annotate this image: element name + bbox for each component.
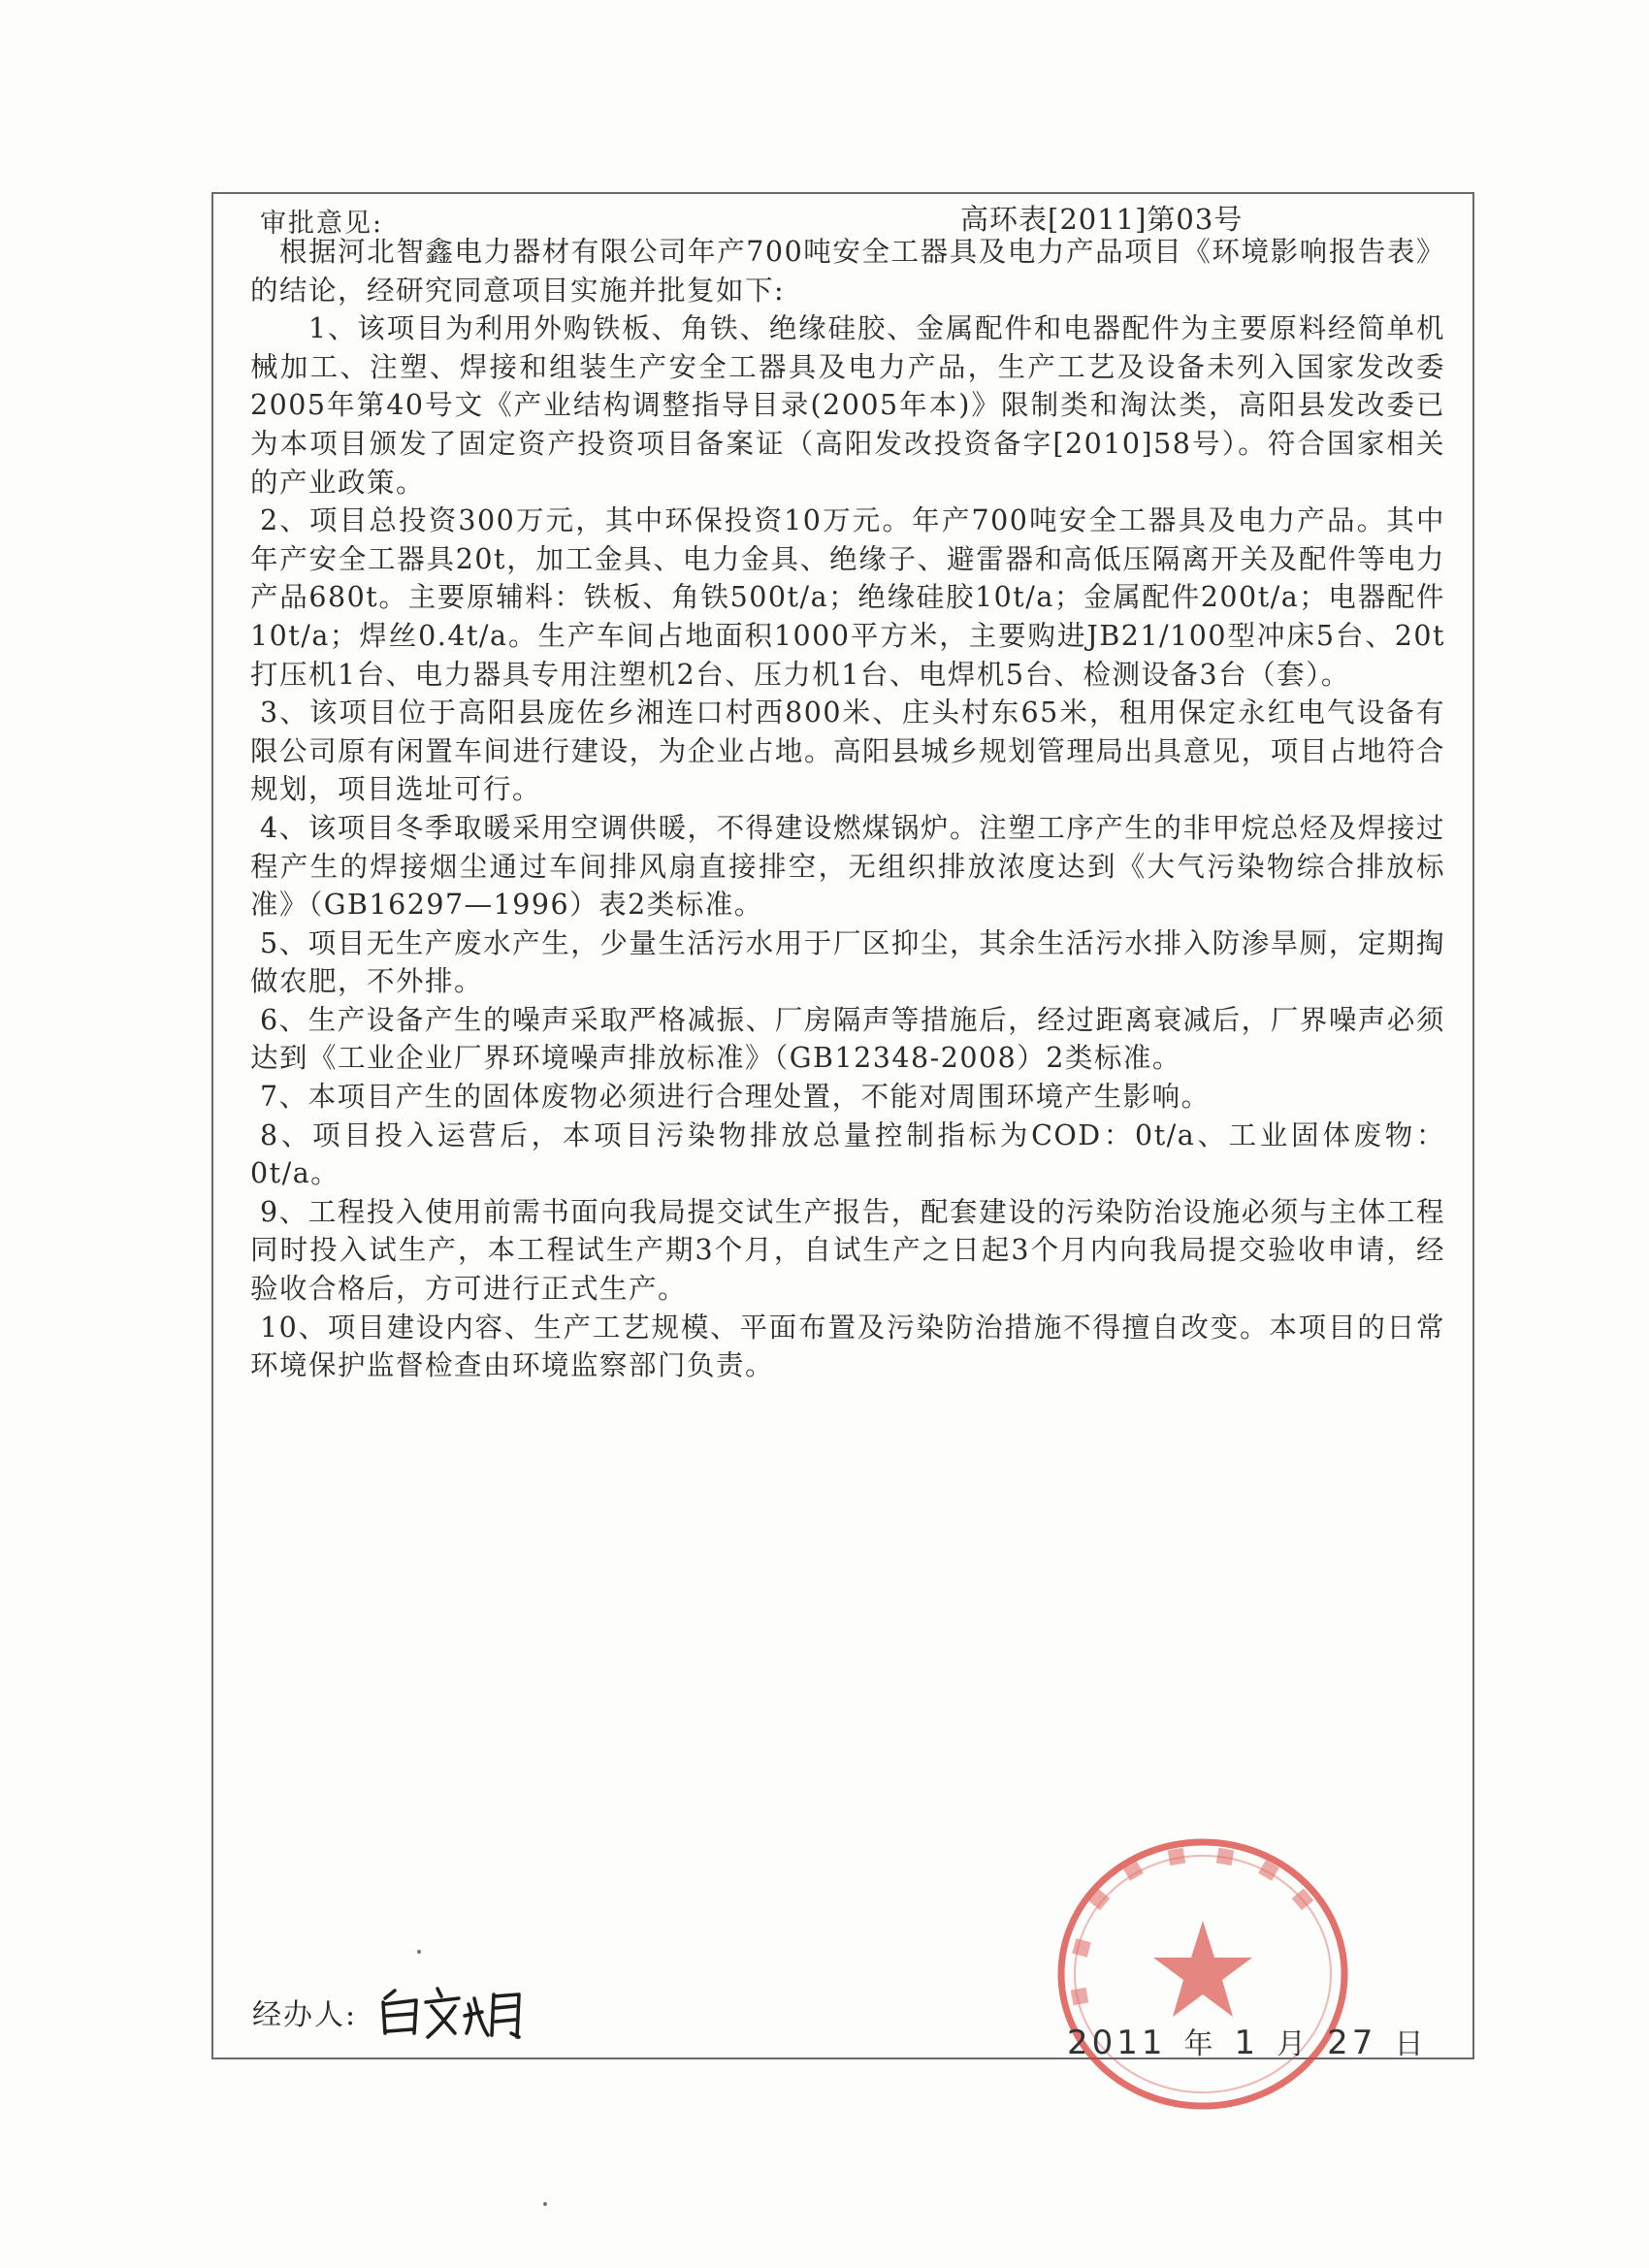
approval-form-box [211,192,1474,2062]
approval-item-6: 6、生产设备产生的噪声采取严格减振、厂房隔声等措施后，经过距离衰减后，厂界噪声必须达到《工业企业厂界环境噪声排放标准》（GB12348-2008）2类标准。 [250,1003,1445,1075]
approval-item-8: 8、项目投入运营后，本项目污染物排放总量控制指标为COD：0t/a、工业固体废物：0t/a。 [250,1118,1445,1190]
scan-speck [543,2202,547,2206]
approval-item-9: 9、工程投入使用前需书面向我局提交试生产报告，配套建设的污染防治设施必须与主体工程同时投入试生产，本工程试生产期3个月，自试生产之日起3个月内向我局提交验收申请，经验收合格后，方可进行正式生产。 [250,1195,1445,1306]
approval-item-7: 7、本项目产生的固体废物必须进行合理处置，不能对周围环境产生影响。 [260,1081,1211,1114]
approval-opinion-label: 审批意见: [260,209,384,239]
date-year: 2011 [1067,2024,1167,2062]
approval-item-5: 5、项目无生产废水产生，少量生活污水用于厂区抑尘，其余生活污水排入防渗旱厕，定期掏做农肥，不外排。 [250,926,1445,998]
date-day-unit: 日 [1394,2027,1428,2061]
approval-item-2: 2、项目总投资300万元，其中环保投资10万元。年产700吨安全工器具及电力产品。其中年产安全工器具20t，加工金具、电力金具、绝缘子、避雷器和高低压隔离开关及配件等电力产品680t。主要原辅料：铁板、角铁500t/a；绝缘硅胶10t/a；金属配件200t/a；电器配件10t/a；焊丝0.4t/a。生产车间占地面积1000平方米，主要购进JB21/100型冲床5台、20t打压机1台、电力器具专用注塑机2台、压力机1台、电焊机5台、检测设备3台（套）。 [250,504,1445,691]
approval-body [250,233,1445,1385]
handler-label: 经办人: [252,1998,358,2032]
approval-item-10: 10、项目建设内容、生产工艺规模、平面布置及污染防治措施不得擅自改变。本项目的日常环境保护监督检查由环境监察部门负责。 [250,1311,1445,1382]
date-month: 1 [1234,2024,1260,2062]
date-year-unit: 年 [1183,2027,1217,2061]
document-number: 高环表[2011]第03号 [960,203,1244,236]
approval-item-3: 3、该项目位于高阳县庞佐乡湘连口村西800米、庄头村东65米，租用保定永红电气设备有限公司原有闲置车间进行建设，为企业占地。高阳县城乡规划管理局出具意见，项目占地符合规划，项目选址可行。 [250,697,1445,806]
approval-item-4: 4、该项目冬季取暖采用空调供暖，不得建设燃煤锅炉。注塑工序产生的非甲烷总烃及焊接过程产生的焊接烟尘通过车间排风扇直接排空，无组织排放浓度达到《大气污染物综合排放标准》（GB16297—1996）表2类标准。 [250,811,1445,922]
approval-date [1067,2020,1444,2062]
date-month-unit: 月 [1277,2027,1310,2061]
approval-item-1: 1、该项目为利用外购铁板、角铁、绝缘硅胶、金属配件和电器配件为主要原料经简单机械加工、注塑、焊接和组装生产安全工器具及电力产品，生产工艺及设备未列入国家发改委2005年第40号文《产业结构调整指导目录(2005年本)》限制类和淘汰类，高阳县发改委已为本项目颁发了固定资产投资项目备案证（高阳发改投资备字[2010]58号）。符合国家相关的产业政策。 [250,312,1445,499]
scan-speck [417,1950,421,1954]
official-seal-stamp [1052,1833,1353,2115]
intro-paragraph: 根据河北智鑫电力器材有限公司年产700吨安全工器具及电力产品项目《环境影响报告表》的结论，经研究同意项目实施并批复如下: [250,236,1445,307]
date-day: 27 [1327,2024,1377,2062]
handler-signature [373,1977,538,2045]
